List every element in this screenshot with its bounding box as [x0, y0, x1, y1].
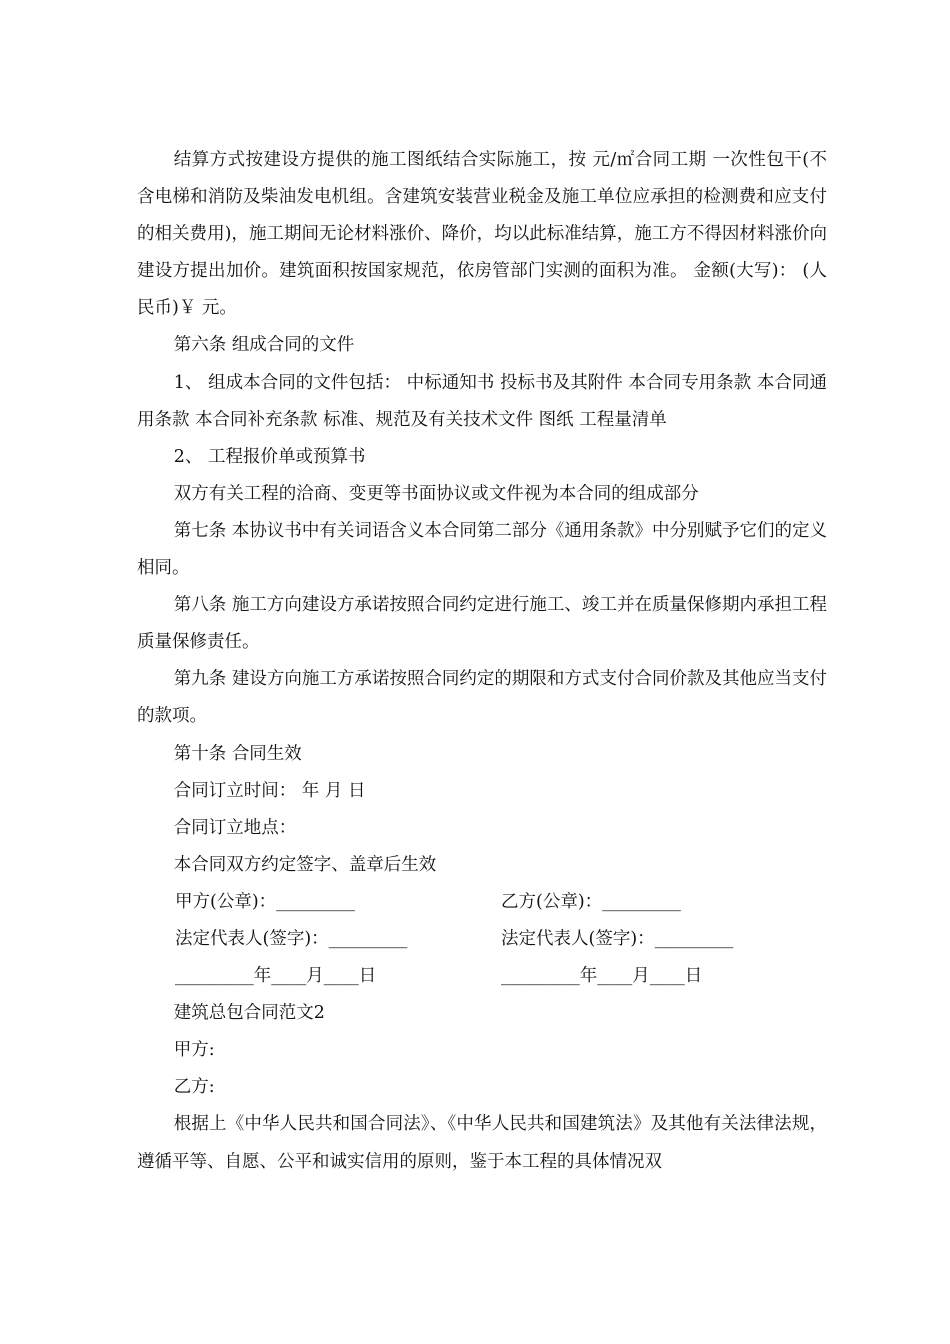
party-b-representative: 法定代表人(签字)：_________ — [501, 928, 734, 949]
article-6-heading: 第六条 组成合同的文件 — [173, 335, 355, 356]
party-a-representative: 法定代表人(签字)：_________ — [175, 928, 408, 949]
negotiation-clause: 双方有关工程的洽商、变更等书面协议或文件视为本合同的组成部分 — [173, 483, 699, 504]
date-row — [137, 958, 827, 995]
party-b-seal: 乙方(公章)：_________ — [501, 891, 681, 912]
representative-row — [137, 921, 827, 958]
contract-documents-list: 1、 组成本合同的文件包括： 中标通知书 投标书及其附件 本合同专用条款 本合同通用条款 本合同补充条款 标准、规范及有关技术文件 图纸 工程量清单 — [137, 372, 827, 430]
party-b-line: 乙方: — [173, 1077, 215, 1098]
party-a-date: _________年____月____日 — [175, 966, 377, 987]
article-8: 第八条 施工方向建设方承诺按照合同约定进行施工、竣工并在质量保修期内承担工程质量保修责任。 — [137, 595, 827, 653]
contract-body — [137, 142, 827, 1181]
party-b-date: _________年____月____日 — [501, 966, 703, 987]
signing-date-line: 合同订立时间： 年 月 日 — [173, 780, 366, 801]
party-a-seal: 甲方(公章)：_________ — [175, 891, 355, 912]
seal-row — [137, 884, 827, 921]
effectiveness-line: 本合同双方约定签字、盖章后生效 — [173, 854, 437, 875]
article-9: 第九条 建设方向施工方承诺按照合同约定的期限和方式支付合同价款及其他应当支付的款项。 — [137, 669, 827, 727]
signing-place-line: 合同订立地点： — [173, 817, 297, 838]
quotation-item: 2、 工程报价单或预算书 — [173, 446, 366, 467]
settlement-method-paragraph: 结算方式按建设方提供的施工图纸结合实际施工，按 元/㎡合同工期 一次性包干(不含电梯和消防及柴油发电机组。含建筑安装营业税金及施工单位应承担的检测费和应支付的相关费用)，施工期间无论材料涨价、降价，均以此标准结算，施工方不得因材料涨价向建设方提出加价。建筑面积按国家规范，依房管部门实测的面积为准。 金额(大写)： (人民币)￥ 元。 — [137, 150, 827, 319]
party-a-line: 甲方: — [173, 1040, 215, 1061]
article-7: 第七条 本协议书中有关词语含义本合同第二部分《通用条款》中分别赋予它们的定义相同。 — [137, 520, 827, 579]
legal-basis-paragraph: 根据上《中华人民共和国合同法》、《中华人民共和国建筑法》及其他有关法律法规，遵循平等、自愿、公平和诚实信用的原则，鉴于本工程的具体情况双 — [137, 1114, 827, 1172]
article-10-heading: 第十条 合同生效 — [173, 743, 302, 764]
contract-sample-2-title: 建筑总包合同范文2 — [173, 1003, 325, 1024]
